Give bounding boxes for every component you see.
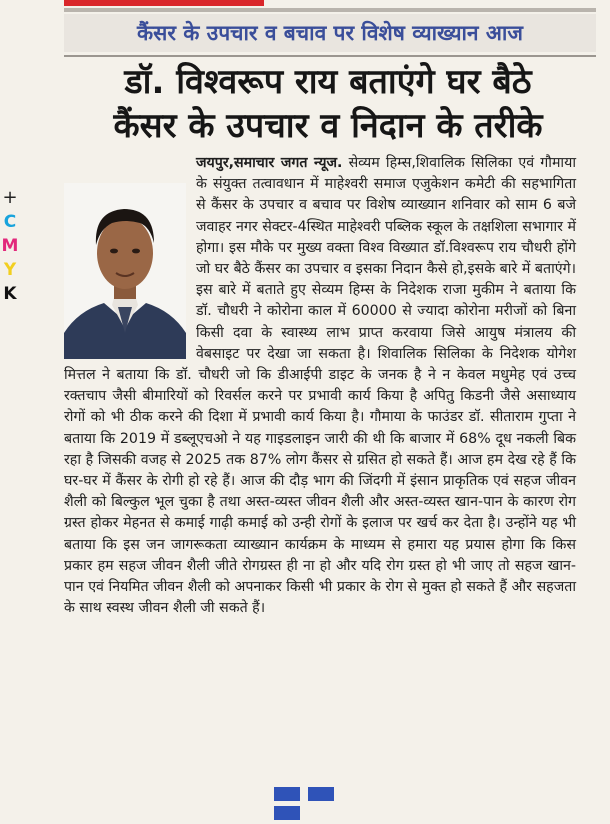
cmyk-c-label: C [3, 212, 17, 232]
top-divider [64, 8, 596, 12]
cmyk-m-label: M [1, 236, 19, 256]
bottom-color-band [274, 786, 374, 800]
article-body [64, 153, 576, 619]
cmyk-registration-marks [0, 186, 20, 306]
article-text: सेव्यम हिम्स,शिवालिक सिलिका एवं गौमाया के संयुक्त तत्वावधान में माहेश्वरी समाज एजुकेशन कमेटी की सहभागिता से कैंसर के उपचार व बचाव पर विशेष व्याख्यान शनिवार को साम 6 बजे जवाहर नगर सेक्टर-4स्थित माहेश्वरी पब्लिक स्कूल के तक्षशिला सभागार में होगा। इस मौके पर मुख्य वक्ता विश्व विख्यात डॉ.विश्वरूप राय चौधरी होंगे जो घर बैठे कैंसर का उपचार व इसका निदान कैसे हो,इसके बारे में बताएंगे। इस बारे में बताते हुए सेव्यम हिम्स के निदेशक राजा मुकीम ने बताया कि डॉ. चौधरी ने कोरोना काल में 60000 से ज्यादा कोरोना मरीजों को बिना किसी दवा के स्वास्थ्य लाभ प्राप्त करवाया जिसे आयुष मंत्रालय की वेबसाइट पर देखा जा सकता है। शिवालिक सिलिका के निदेशक योगेश मित्तल ने बताया कि डॉ. चौधरी जो कि डीआईपी डाइट के जनक है ने न केवल मधुमेह एवं उच्च रक्तचाप जैसी बीमारियों को रिवर्सल करने पर प्रभावी कार्य किया है अपितु किडनी जैसे असाध्याय रोगों को भी ठीक करने की दिशा में प्रभावी कार्य किया है। गौमाया के फाउंडर डॉ. सीताराम गुप्ता ने बताया कि 2019 में डब्लूएचओ ने यह गाइडलाइन जारी की थी कि बाजार में 68% दूध नकली बिक रहा है जिसकी वजह से 2025 तक 87% लोग कैंसर से ग्रसित हो सकते हैं। आज हम देख रहे हैं कि घर-घर में कैंसर के रोगी हो रहे हैं। आज की दौड़ भाग की जिंदगी में इंसान प्राकृतिक एवं सहज जीवन शैली को बिल्कुल भूल चुका है तथा अस्त-व्यस्त जीवन शैली और अस्त-व्यस्त खान-पान के कारण रोग ग्रस्त होकर मेहनत से कमाई गाढ़ी कमाई को उन्ही रोगों के इलाज पर खर्च कर देता है। उन्होंने यह भी बताया कि इस जन जागरूकता व्याख्यान कार्यक्रम के माध्यम से हमारा यह प्रयास होगा कि किस प्रकार हम सहज जीवन शैली जीते रोगग्रस्त ही ना हो और यदि रोग ग्रस्त हो भी जाए तो सहज खान-पान एवं नियमित जीवन शैली को अपनाकर किसी भी प्रकार के रोग से मुक्त हो सकते हैं और सहजता के साथ स्वस्थ जीवन शैली जी सकते हैं। [64, 155, 577, 617]
main-headline [60, 60, 596, 148]
bottom-band-block [308, 787, 334, 801]
kicker-divider [64, 55, 596, 57]
kicker-headline: कैंसर के उपचार व बचाव पर विशेष व्याख्यान आज [64, 14, 596, 52]
top-accent-bar [64, 0, 264, 6]
cmyk-k-label: K [3, 284, 17, 304]
bottom-band-block [274, 787, 300, 801]
headline-line-2: कैंसर के उपचार व निदान के तरीके [113, 106, 543, 146]
bottom-band-block [274, 806, 300, 820]
headline-line-1: डॉ. विश्वरूप राय बताएंगे घर बैठे [124, 62, 532, 102]
speaker-portrait-image [64, 183, 186, 359]
cmyk-y-label: Y [3, 260, 17, 280]
registration-plus-mark: + [2, 187, 18, 208]
speaker-photo [64, 183, 186, 359]
article-dateline: जयपुर,समाचार जगत न्यूज. [196, 155, 343, 171]
